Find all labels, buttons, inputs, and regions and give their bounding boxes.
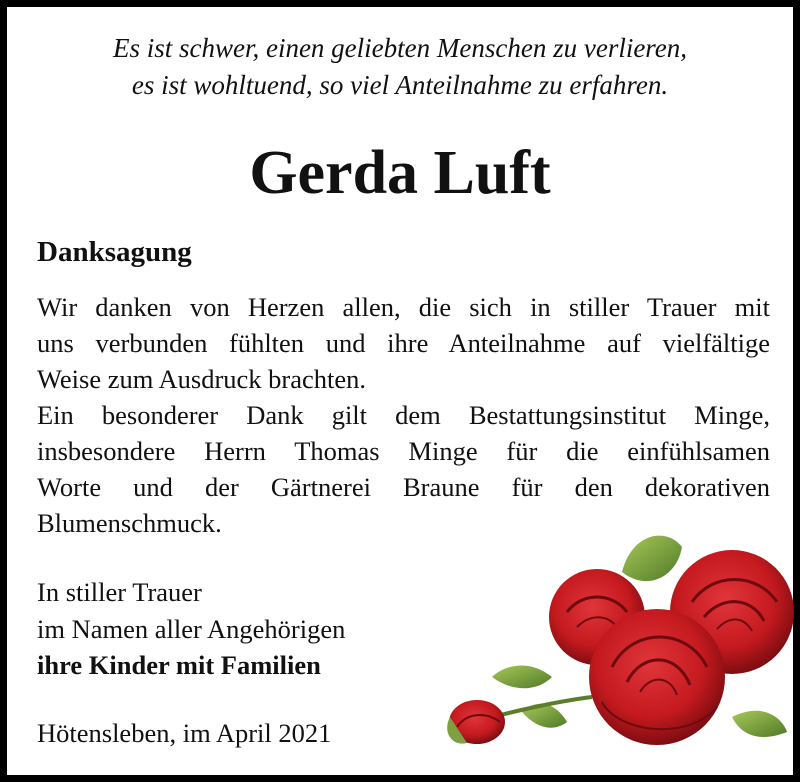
paragraph-2-line-2: insbesondere Herrn Thomas Minge für die einfühlsamen <box>37 436 770 466</box>
signature-line-2: im Namen aller Angehörigen <box>37 614 346 644</box>
deceased-name: Gerda Luft <box>249 139 551 207</box>
paragraph-2-line-3: Worte und der Gärtnerei Braune für den dekorativen <box>37 472 770 502</box>
signature-line-1: In stiller Trauer <box>37 577 202 607</box>
paragraph-1-line-2: uns verbunden fühlten und ihre Anteilnahme auf vielfältige <box>37 328 770 358</box>
place-date: Hötensleben, im April 2021 <box>37 718 332 748</box>
motto-line-2: es ist wohltuend, so viel Anteilnahme zu erfahren. <box>131 70 669 100</box>
paragraph-2-line-4: Blumenschmuck. <box>37 508 222 538</box>
red-roses-image <box>432 517 800 767</box>
thanks-paragraph-1 <box>37 289 770 397</box>
signature-family: ihre Kinder mit Familien <box>37 650 321 680</box>
motto-line-1: Es ist schwer, einen geliebten Menschen zu verlieren, <box>112 33 688 63</box>
heading-danksagung: Danksagung <box>37 236 192 268</box>
paragraph-2-line-1: Ein besonderer Dank gilt dem Bestattungsinstitut Minge, <box>37 400 770 430</box>
paragraph-1-line-1: Wir danken von Herzen allen, die sich in stiller Trauer mit <box>37 292 770 322</box>
paragraph-1-line-3: Weise zum Ausdruck brachten. <box>37 364 367 394</box>
